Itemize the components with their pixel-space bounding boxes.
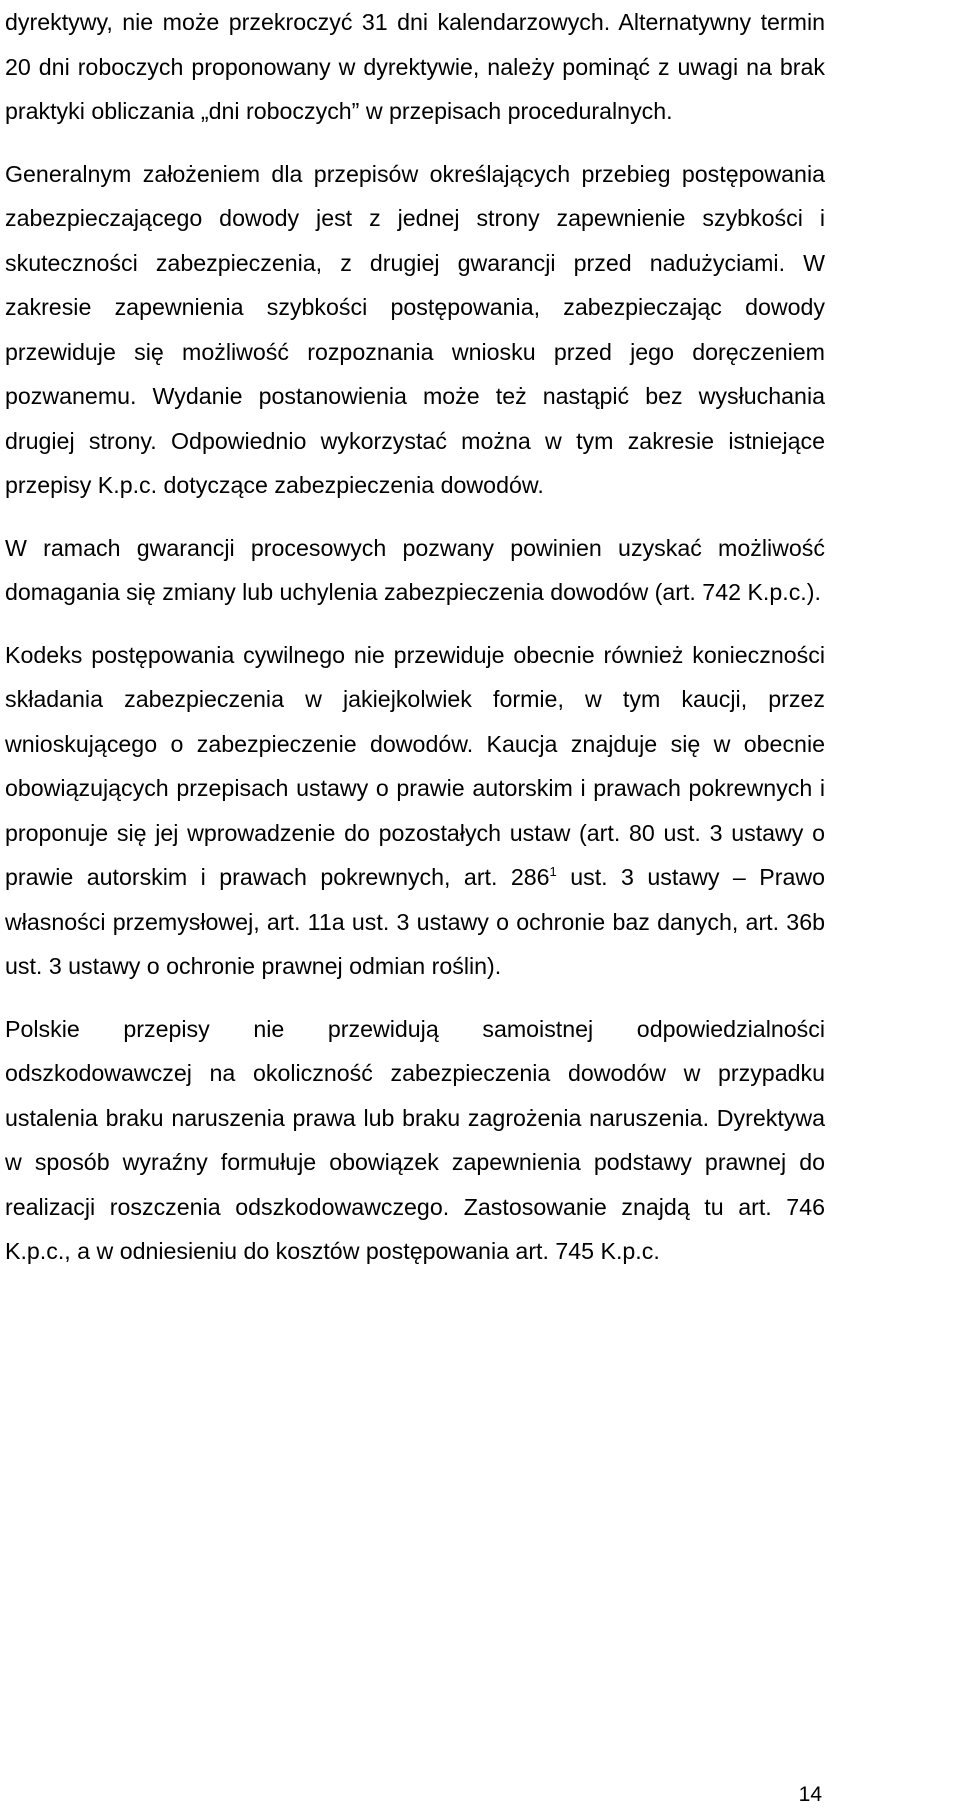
paragraph-directive-deadline: dyrektywy, nie może przekroczyć 31 dni kalendarzowych. Alternatywny termin 20 dni roboczych proponowany w dyrektywie, należy pominąć z uwagi na brak praktyki obliczania „dni roboczych” w przepisach proceduralnych. bbox=[5, 9, 825, 124]
document-body bbox=[5, 0, 825, 1274]
paragraph-text-part: Kodeks postępowania cywilnego nie przewiduje obecnie również konieczności składania zabezpieczenia w jakiejkolwiek formie, w tym kaucji, przez wnioskującego o zabezpieczenie dowodów. Kaucja znajduje się w obecnie obowiązujących przepisach ustawy o prawie autorskim i prawach pokrewnych i proponuje się jej wprowadzenie do pozostałych ustaw (art. 80 ust. 3 ustawy o prawie autorskim i prawach pokrewnych, art. 286 bbox=[5, 641, 825, 890]
paragraph-security-deposit bbox=[5, 633, 825, 989]
paragraph-text-part: ust. 3 ustawy – Prawo własności przemysłowej, art. 11a ust. 3 ustawy o ochronie baz danych, art. 36b ust. 3 ustawy o ochronie prawnej odmian roślin). bbox=[5, 864, 825, 979]
paragraph-damages-liability: Polskie przepisy nie przewidują samoistnej odpowiedzialności odszkodowawczej na okoliczność zabezpieczenia dowodów w przypadku ustalenia braku naruszenia prawa lub braku zagrożenia naruszenia. Dyrektywa w sposób wyraźny formułuje obowiązek zapewnienia podstawy prawnej do realizacji roszczenia odszkodowawczego. Zastosowanie znajdą tu art. 746 K.p.c., a w odniesieniu do kosztów postępowania art. 745 K.p.c. bbox=[5, 1015, 825, 1264]
paragraph-general-assumption: Generalnym założeniem dla przepisów określających przebieg postępowania zabezpieczającego dowody jest z jednej strony zapewnienie szybkości i skuteczności zabezpieczenia, z drugiej gwarancji przed nadużyciami. W zakresie zapewnienia szybkości postępowania, zabezpieczając dowody przewiduje się możliwość rozpoznania wniosku przed jego doręczeniem pozwanemu. Wydanie postanowienia może też nastąpić bez wysłuchania drugiej strony. Odpowiednio wykorzystać można w tym zakresie istniejące przepisy K.p.c. dotyczące zabezpieczenia dowodów. bbox=[5, 160, 825, 498]
paragraph-procedural-guarantees: W ramach gwarancji procesowych pozwany powinien uzyskać możliwość domagania się zmiany lub uchylenia zabezpieczenia dowodów (art. 742 K.p.c.). bbox=[5, 534, 825, 605]
page-number: 14 bbox=[798, 1783, 822, 1806]
superscript-marker: 1 bbox=[549, 864, 557, 879]
